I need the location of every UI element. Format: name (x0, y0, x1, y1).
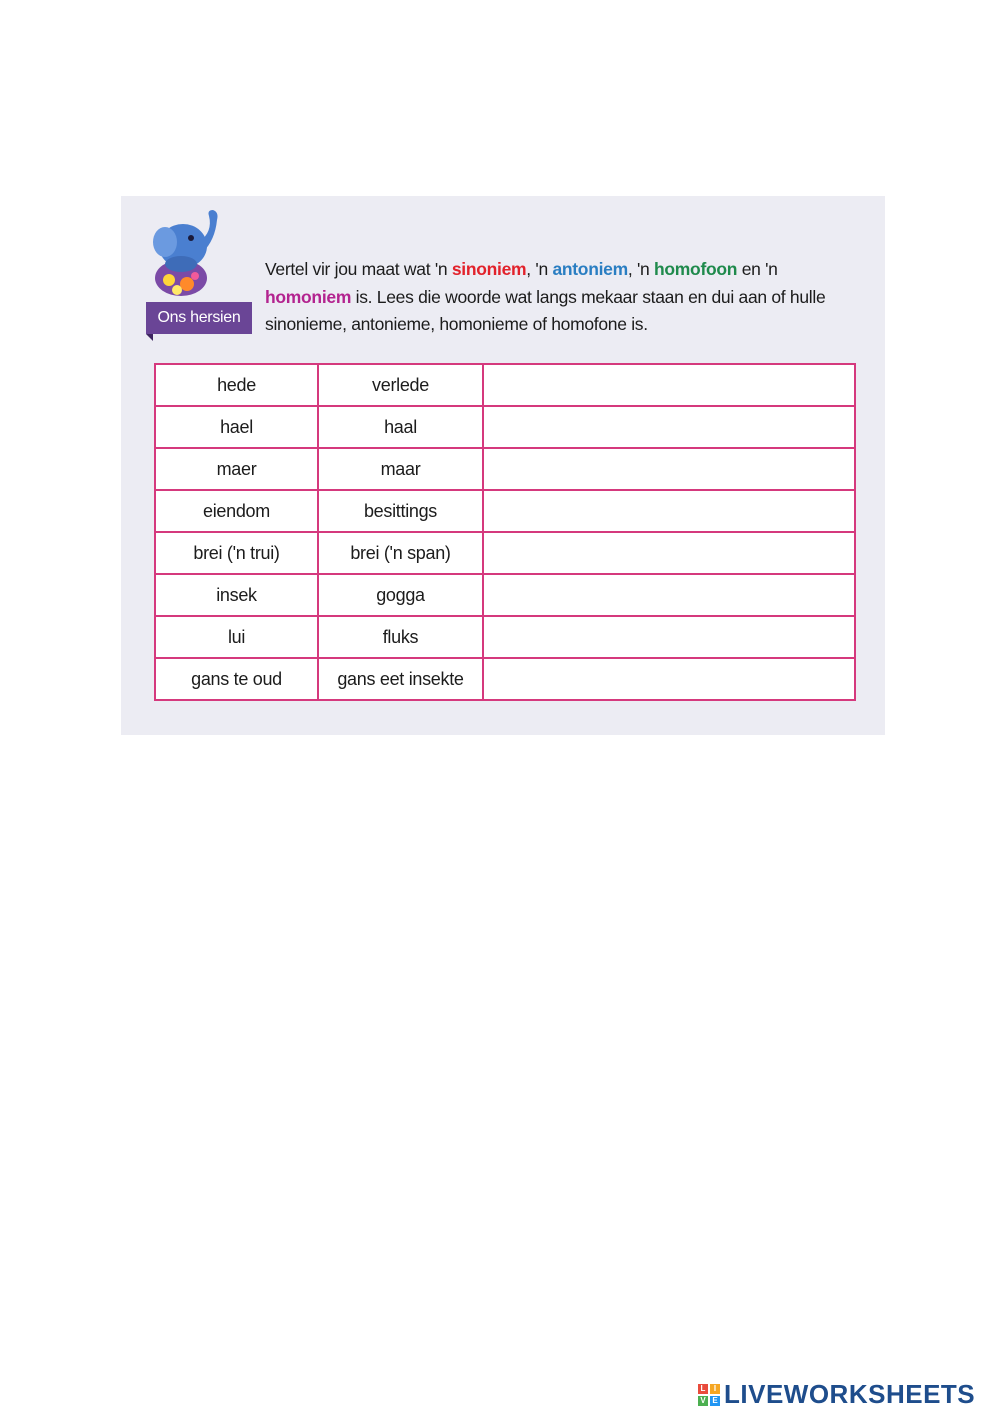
instruction-part-4: en 'n (737, 259, 778, 279)
word-cell-2: gans eet insekte (318, 658, 483, 700)
word-cell-2: fluks (318, 616, 483, 658)
answer-field[interactable] (483, 532, 855, 574)
logo-letter-e: E (710, 1396, 720, 1406)
word-cell-1: lui (155, 616, 318, 658)
answer-field[interactable] (483, 658, 855, 700)
ons-hersien-badge: Ons hersien (146, 302, 252, 334)
word-cell-1: insek (155, 574, 318, 616)
word-cell-1: hael (155, 406, 318, 448)
exercise-panel (121, 196, 885, 735)
keyword-homofoon: homofoon (654, 259, 738, 279)
word-cell-2: besittings (318, 490, 483, 532)
table-row (155, 574, 855, 616)
elephant-mascot-icon (147, 206, 227, 302)
word-cell-2: maar (318, 448, 483, 490)
table-row (155, 448, 855, 490)
logo-letter-l: L (698, 1384, 708, 1394)
word-pairs-table (154, 363, 856, 701)
liveworksheets-logo-icon (698, 1384, 720, 1406)
answer-field[interactable] (483, 364, 855, 406)
logo-letter-i: I (710, 1384, 720, 1394)
table-row (155, 532, 855, 574)
answer-field[interactable] (483, 616, 855, 658)
word-cell-2: verlede (318, 364, 483, 406)
keyword-antoniem: antoniem (552, 259, 628, 279)
liveworksheets-logo[interactable] (698, 1379, 975, 1410)
word-cell-1: brei ('n trui) (155, 532, 318, 574)
answer-field[interactable] (483, 448, 855, 490)
word-cell-2: gogga (318, 574, 483, 616)
table-row (155, 616, 855, 658)
keyword-sinoniem: sinoniem (451, 259, 527, 279)
answer-field[interactable] (483, 490, 855, 532)
answer-field[interactable] (483, 406, 855, 448)
word-cell-1: eiendom (155, 490, 318, 532)
word-cell-2: brei ('n span) (318, 532, 483, 574)
instruction-part-3: , 'n (627, 259, 655, 279)
instruction-part-5: is. Lees die woorde wat langs mekaar staan en dui aan of hulle sinonieme, antonieme, homonieme of homofone is. (265, 286, 826, 334)
logo-text: LIVEWORKSHEETS (724, 1379, 976, 1409)
table-row (155, 490, 855, 532)
logo-letter-v: V (698, 1396, 708, 1406)
word-cell-1: gans te oud (155, 658, 318, 700)
table-row (155, 406, 855, 448)
table-row (155, 658, 855, 700)
answer-field[interactable] (483, 574, 855, 616)
instruction-part-1: Vertel vir jou maat wat 'n (265, 259, 452, 279)
word-cell-1: maer (155, 448, 318, 490)
instruction-text (265, 256, 865, 339)
keyword-homoniem: homoniem (265, 286, 352, 307)
word-cell-1: hede (155, 364, 318, 406)
instruction-part-2: , 'n (526, 259, 553, 279)
word-cell-2: haal (318, 406, 483, 448)
table-row (155, 364, 855, 406)
